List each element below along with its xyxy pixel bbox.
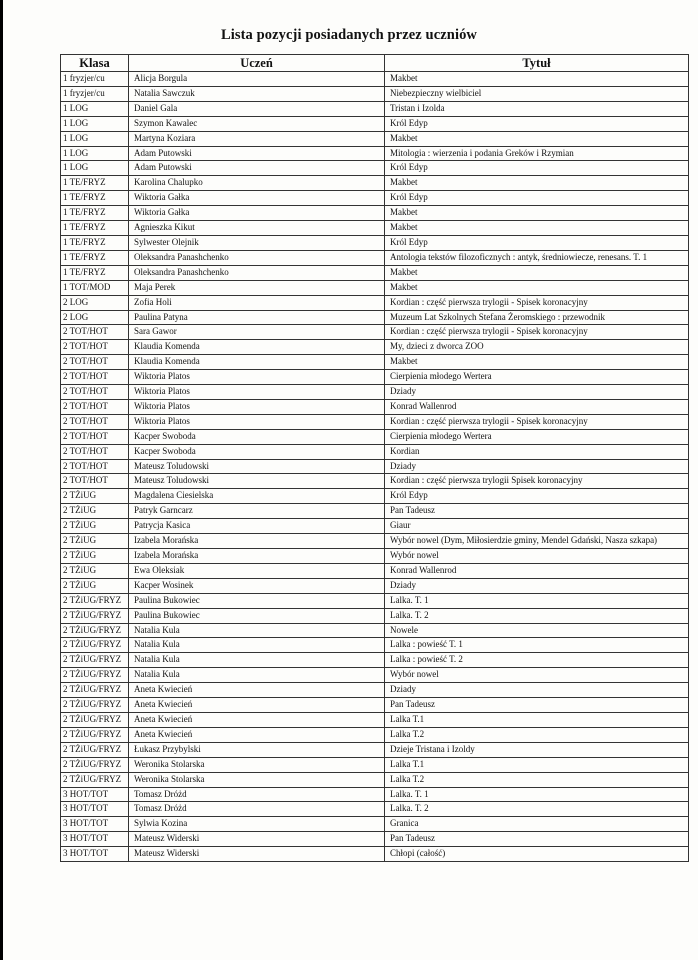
cell-uczen: Alicja Borgula — [129, 72, 385, 87]
table-header-row — [61, 55, 689, 72]
cell-klasa: 1 LOG — [61, 101, 129, 116]
cell-uczen: Agnieszka Kikut — [129, 221, 385, 236]
table-row — [61, 653, 689, 668]
table-row — [61, 712, 689, 727]
cell-uczen: Aneta Kwiecień — [129, 712, 385, 727]
cell-tytul: My, dzieci z dworca ZOO — [385, 340, 689, 355]
cell-uczen: Sara Gawor — [129, 325, 385, 340]
cell-klasa: 2 TOT/HOT — [61, 370, 129, 385]
cell-tytul: Dziady — [385, 385, 689, 400]
table-row — [61, 444, 689, 459]
cell-uczen: Kacper Wosinek — [129, 578, 385, 593]
cell-uczen: Aneta Kwiecień — [129, 683, 385, 698]
cell-klasa: 2 TŻiUG — [61, 549, 129, 564]
cell-klasa: 2 TŻiUG/FRYZ — [61, 608, 129, 623]
table-row — [61, 504, 689, 519]
cell-tytul: Lalka. T. 2 — [385, 802, 689, 817]
table-row — [61, 757, 689, 772]
cell-klasa: 2 TŻiUG/FRYZ — [61, 698, 129, 713]
cell-tytul: Antologia tekstów filozoficznych : antyk, średniowiecze, renesans. T. 1 — [385, 250, 689, 265]
table-body — [61, 72, 689, 862]
cell-klasa: 2 TOT/HOT — [61, 474, 129, 489]
cell-klasa: 2 TOT/HOT — [61, 385, 129, 400]
cell-uczen: Aneta Kwiecień — [129, 727, 385, 742]
table-row — [61, 742, 689, 757]
table-row — [61, 534, 689, 549]
table-row — [61, 176, 689, 191]
header-tytul: Tytuł — [385, 55, 689, 72]
table-row — [61, 295, 689, 310]
table-row — [61, 847, 689, 862]
cell-tytul: Król Edyp — [385, 235, 689, 250]
cell-klasa: 2 TOT/HOT — [61, 444, 129, 459]
cell-uczen: Patrycja Kasica — [129, 519, 385, 534]
cell-uczen: Aneta Kwiecień — [129, 698, 385, 713]
students-books-table — [60, 54, 689, 862]
cell-klasa: 3 HOT/TOT — [61, 802, 129, 817]
cell-klasa: 1 TE/FRYZ — [61, 250, 129, 265]
cell-tytul: Król Edyp — [385, 116, 689, 131]
cell-uczen: Natalia Sawczuk — [129, 86, 385, 101]
cell-tytul: Lalka : powieść T. 2 — [385, 653, 689, 668]
table-row — [61, 519, 689, 534]
cell-tytul: Pan Tadeusz — [385, 504, 689, 519]
cell-klasa: 3 HOT/TOT — [61, 847, 129, 862]
cell-klasa: 2 TŻiUG/FRYZ — [61, 623, 129, 638]
scan-left-edge — [0, 0, 3, 960]
cell-klasa: 1 TOT/MOD — [61, 280, 129, 295]
cell-uczen: Wiktoria Platos — [129, 399, 385, 414]
table-row — [61, 370, 689, 385]
cell-tytul: Lalka T.1 — [385, 712, 689, 727]
cell-klasa: 1 TE/FRYZ — [61, 235, 129, 250]
table-row — [61, 116, 689, 131]
cell-tytul: Król Edyp — [385, 191, 689, 206]
cell-tytul: Lalka T.1 — [385, 757, 689, 772]
cell-tytul: Kordian — [385, 444, 689, 459]
cell-tytul: Król Edyp — [385, 161, 689, 176]
table-row — [61, 429, 689, 444]
cell-tytul: Konrad Wallenrod — [385, 399, 689, 414]
cell-tytul: Niebezpieczny wielbiciel — [385, 86, 689, 101]
cell-tytul: Makbet — [385, 206, 689, 221]
cell-klasa: 2 TŻiUG — [61, 578, 129, 593]
cell-uczen: Wiktoria Gałka — [129, 191, 385, 206]
cell-tytul: Dziady — [385, 459, 689, 474]
table-row — [61, 772, 689, 787]
cell-klasa: 1 TE/FRYZ — [61, 221, 129, 236]
cell-uczen: Kacper Swoboda — [129, 444, 385, 459]
cell-klasa: 2 TŻiUG/FRYZ — [61, 683, 129, 698]
cell-klasa: 1 LOG — [61, 146, 129, 161]
cell-uczen: Adam Putowski — [129, 161, 385, 176]
table-row — [61, 668, 689, 683]
cell-uczen: Wiktoria Gałka — [129, 206, 385, 221]
table-row — [61, 161, 689, 176]
cell-tytul: Tristan i Izolda — [385, 101, 689, 116]
cell-klasa: 2 TŻiUG — [61, 489, 129, 504]
cell-klasa: 2 TOT/HOT — [61, 429, 129, 444]
cell-klasa: 2 TŻiUG/FRYZ — [61, 712, 129, 727]
table-row — [61, 72, 689, 87]
cell-klasa: 2 LOG — [61, 310, 129, 325]
cell-klasa: 2 TŻiUG/FRYZ — [61, 727, 129, 742]
cell-tytul: Pan Tadeusz — [385, 698, 689, 713]
table-row — [61, 638, 689, 653]
cell-uczen: Mateusz Toludowski — [129, 459, 385, 474]
cell-klasa: 2 TŻiUG/FRYZ — [61, 593, 129, 608]
cell-tytul: Król Edyp — [385, 489, 689, 504]
cell-uczen: Wiktoria Platos — [129, 414, 385, 429]
cell-uczen: Natalia Kula — [129, 638, 385, 653]
cell-uczen: Tomasz Dróżd — [129, 787, 385, 802]
cell-tytul: Makbet — [385, 176, 689, 191]
cell-uczen: Paulina Bukowiec — [129, 608, 385, 623]
cell-uczen: Magdalena Ciesielska — [129, 489, 385, 504]
table-row — [61, 355, 689, 370]
cell-uczen: Mateusz Widerski — [129, 832, 385, 847]
table-row — [61, 325, 689, 340]
table-row — [61, 817, 689, 832]
cell-klasa: 1 fryzjer/cu — [61, 72, 129, 87]
cell-klasa: 2 TŻiUG — [61, 504, 129, 519]
cell-tytul: Mitologia : wierzenia i podania Greków i Rzymian — [385, 146, 689, 161]
cell-uczen: Adam Putowski — [129, 146, 385, 161]
cell-klasa: 2 TOT/HOT — [61, 340, 129, 355]
cell-uczen: Izabela Morańska — [129, 549, 385, 564]
cell-uczen: Mateusz Widerski — [129, 847, 385, 862]
cell-tytul: Cierpienia młodego Wertera — [385, 429, 689, 444]
cell-uczen: Klaudia Komenda — [129, 340, 385, 355]
cell-tytul: Dziady — [385, 578, 689, 593]
table-row — [61, 474, 689, 489]
cell-uczen: Kacper Swoboda — [129, 429, 385, 444]
cell-uczen: Wiktoria Platos — [129, 385, 385, 400]
table-row — [61, 549, 689, 564]
cell-tytul: Wybór nowel — [385, 549, 689, 564]
table-row — [61, 727, 689, 742]
cell-klasa: 2 TŻiUG — [61, 563, 129, 578]
cell-klasa: 2 TŻiUG/FRYZ — [61, 668, 129, 683]
cell-tytul: Lalka T.2 — [385, 772, 689, 787]
table-row — [61, 832, 689, 847]
cell-uczen: Weronika Stolarska — [129, 757, 385, 772]
table-row — [61, 787, 689, 802]
table-row — [61, 399, 689, 414]
cell-klasa: 1 TE/FRYZ — [61, 191, 129, 206]
table-row — [61, 280, 689, 295]
cell-klasa: 3 HOT/TOT — [61, 787, 129, 802]
cell-tytul: Nowele — [385, 623, 689, 638]
cell-klasa: 2 TŻiUG/FRYZ — [61, 757, 129, 772]
table-row — [61, 221, 689, 236]
cell-tytul: Konrad Wallenrod — [385, 563, 689, 578]
cell-klasa: 2 TOT/HOT — [61, 399, 129, 414]
table-row — [61, 86, 689, 101]
cell-klasa: 2 TOT/HOT — [61, 414, 129, 429]
table-row — [61, 489, 689, 504]
table-row — [61, 698, 689, 713]
cell-uczen: Sylwia Kozina — [129, 817, 385, 832]
cell-tytul: Dzieje Tristana i Izoldy — [385, 742, 689, 757]
cell-klasa: 1 TE/FRYZ — [61, 265, 129, 280]
cell-klasa: 2 TŻiUG/FRYZ — [61, 742, 129, 757]
cell-tytul: Lalka T.2 — [385, 727, 689, 742]
cell-tytul: Makbet — [385, 280, 689, 295]
cell-tytul: Makbet — [385, 355, 689, 370]
cell-tytul: Muzeum Lat Szkolnych Stefana Żeromskiego : przewodnik — [385, 310, 689, 325]
table-row — [61, 265, 689, 280]
table-row — [61, 563, 689, 578]
cell-uczen: Oleksandra Panashchenko — [129, 265, 385, 280]
cell-tytul: Dziady — [385, 683, 689, 698]
table-row — [61, 235, 689, 250]
cell-klasa: 2 TŻiUG/FRYZ — [61, 772, 129, 787]
cell-uczen: Maja Perek — [129, 280, 385, 295]
cell-klasa: 1 LOG — [61, 161, 129, 176]
cell-tytul: Cierpienia młodego Wertera — [385, 370, 689, 385]
cell-uczen: Łukasz Przybylski — [129, 742, 385, 757]
cell-uczen: Zofia Holi — [129, 295, 385, 310]
cell-uczen: Weronika Stolarska — [129, 772, 385, 787]
cell-uczen: Tomasz Dróżd — [129, 802, 385, 817]
cell-tytul: Makbet — [385, 265, 689, 280]
cell-tytul: Kordian : część pierwsza trylogii - Spisek koronacyjny — [385, 295, 689, 310]
cell-uczen: Sylwester Olejnik — [129, 235, 385, 250]
table-row — [61, 385, 689, 400]
cell-klasa: 2 TOT/HOT — [61, 325, 129, 340]
cell-uczen: Mateusz Toludowski — [129, 474, 385, 489]
table-row — [61, 802, 689, 817]
cell-uczen: Natalia Kula — [129, 653, 385, 668]
cell-tytul: Lalka. T. 1 — [385, 787, 689, 802]
cell-tytul: Kordian : część pierwsza trylogii - Spisek koronacyjny — [385, 414, 689, 429]
cell-uczen: Wiktoria Platos — [129, 370, 385, 385]
cell-uczen: Paulina Patyna — [129, 310, 385, 325]
table-row — [61, 340, 689, 355]
table-row — [61, 608, 689, 623]
cell-klasa: 2 LOG — [61, 295, 129, 310]
cell-klasa: 2 TŻiUG — [61, 534, 129, 549]
cell-uczen: Karolina Chalupko — [129, 176, 385, 191]
cell-uczen: Szymon Kawalec — [129, 116, 385, 131]
cell-uczen: Daniel Gala — [129, 101, 385, 116]
cell-klasa: 2 TŻiUG/FRYZ — [61, 653, 129, 668]
table-row — [61, 206, 689, 221]
cell-uczen: Patryk Garncarz — [129, 504, 385, 519]
cell-tytul: Giaur — [385, 519, 689, 534]
cell-tytul: Chłopi (całość) — [385, 847, 689, 862]
table-row — [61, 101, 689, 116]
cell-klasa: 3 HOT/TOT — [61, 832, 129, 847]
cell-uczen: Natalia Kula — [129, 623, 385, 638]
table-row — [61, 459, 689, 474]
cell-tytul: Lalka. T. 1 — [385, 593, 689, 608]
cell-klasa: 2 TOT/HOT — [61, 459, 129, 474]
cell-tytul: Makbet — [385, 72, 689, 87]
cell-tytul: Granica — [385, 817, 689, 832]
table-row — [61, 593, 689, 608]
cell-klasa: 2 TŻiUG/FRYZ — [61, 638, 129, 653]
cell-uczen: Klaudia Komenda — [129, 355, 385, 370]
document-title: Lista pozycji posiadanych przez uczniów — [220, 27, 478, 43]
header-klasa: Klasa — [61, 55, 129, 72]
cell-uczen: Izabela Morańska — [129, 534, 385, 549]
table-row — [61, 250, 689, 265]
cell-tytul: Lalka : powieść T. 1 — [385, 638, 689, 653]
cell-tytul: Kordian : część pierwsza trylogii Spisek koronacyjny — [385, 474, 689, 489]
table-row — [61, 131, 689, 146]
cell-tytul: Makbet — [385, 131, 689, 146]
table-row — [61, 623, 689, 638]
table-row — [61, 578, 689, 593]
cell-tytul: Wybór nowel — [385, 668, 689, 683]
table-row — [61, 310, 689, 325]
cell-klasa: 2 TŻiUG — [61, 519, 129, 534]
cell-uczen: Martyna Koziara — [129, 131, 385, 146]
cell-klasa: 2 TOT/HOT — [61, 355, 129, 370]
cell-tytul: Kordian : część pierwsza trylogii - Spisek koronacyjny — [385, 325, 689, 340]
cell-tytul: Lalka. T. 2 — [385, 608, 689, 623]
cell-uczen: Natalia Kula — [129, 668, 385, 683]
table-row — [61, 414, 689, 429]
cell-tytul: Makbet — [385, 221, 689, 236]
cell-klasa: 1 TE/FRYZ — [61, 176, 129, 191]
cell-uczen: Ewa Oleksiak — [129, 563, 385, 578]
header-uczen: Uczeń — [129, 55, 385, 72]
cell-klasa: 1 LOG — [61, 116, 129, 131]
cell-tytul: Wybór nowel (Dym, Miłosierdzie gminy, Mendel Gdański, Nasza szkapa) — [385, 534, 689, 549]
cell-tytul: Pan Tadeusz — [385, 832, 689, 847]
table-row — [61, 683, 689, 698]
cell-klasa: 1 LOG — [61, 131, 129, 146]
table-row — [61, 146, 689, 161]
cell-uczen: Paulina Bukowiec — [129, 593, 385, 608]
cell-klasa: 1 TE/FRYZ — [61, 206, 129, 221]
cell-uczen: Oleksandra Panashchenko — [129, 250, 385, 265]
table-row — [61, 191, 689, 206]
cell-klasa: 1 fryzjer/cu — [61, 86, 129, 101]
cell-klasa: 3 HOT/TOT — [61, 817, 129, 832]
